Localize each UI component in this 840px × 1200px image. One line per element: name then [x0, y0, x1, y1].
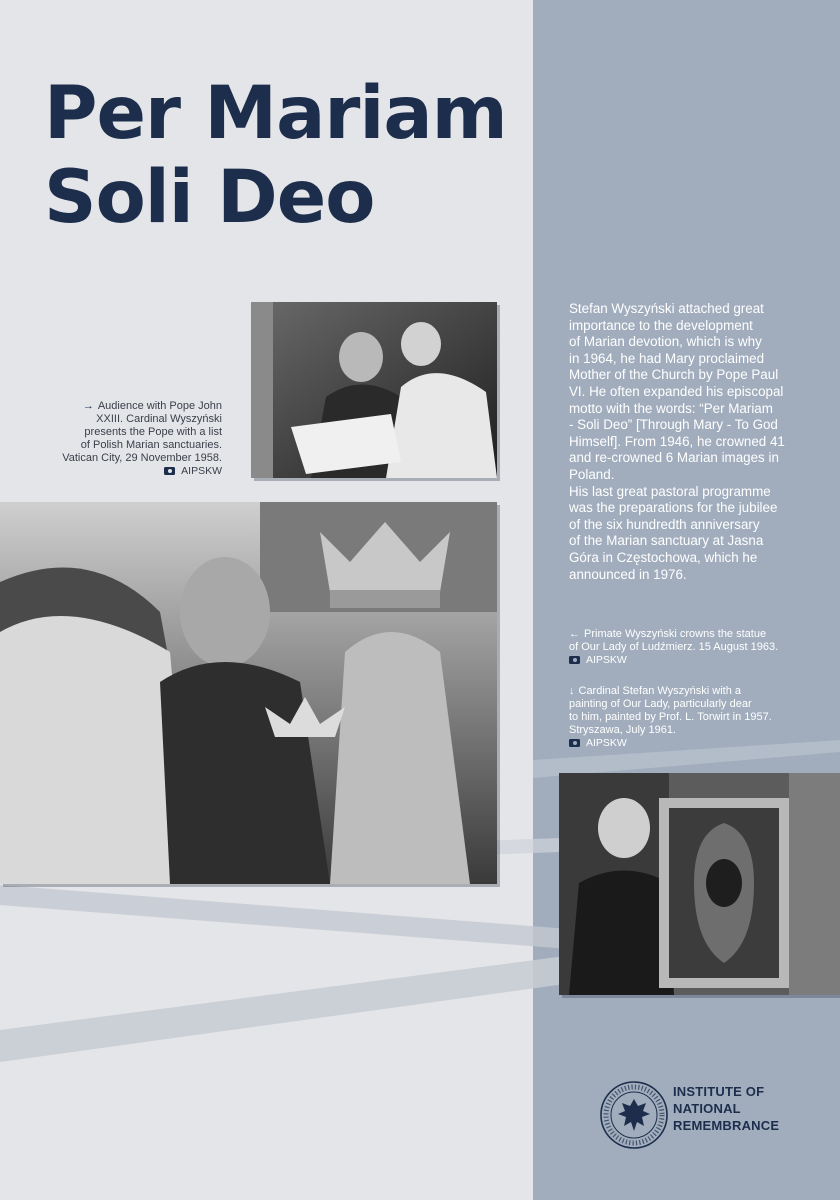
photo-audience-with-pope — [251, 302, 497, 478]
caption-crowning: ← Primate Wyszyński crowns the statue of Our Lady of Ludźmierz. 15 August 1963. AIPSKW — [569, 628, 779, 666]
arrow-left-icon: ← — [569, 628, 580, 640]
camera-icon — [569, 739, 580, 747]
body-text: Stefan Wyszyński attached great importance to the development of Marian devotion, which is why in 1964, he had Mary proclaimed Mother of the Church by Pope Paul VI. He often expanded his episcopal motto with the words: “Per Mariam - Soli Deo” [Through Mary - To God Himself]. From 1946, he crowned 41 and re-crowned 6 Marian images in Poland. His last great pastoral programme was the preparations for the jubilee of the six hundredth anniversary of the Marian sanctuary at Jasna Góra in Częstochowa, which he announced in 1976. — [569, 301, 785, 582]
institute-name: INSTITUTE OF NATIONAL REMEMBRANCE — [673, 1084, 780, 1133]
photo-crowning-statue — [0, 502, 497, 884]
arrow-down-icon: ↓ — [569, 685, 575, 697]
camera-icon — [164, 467, 175, 475]
caption-painting: ↓ Cardinal Stefan Wyszyński with a painting of Our Lady, particularly dear to him, painted by Prof. L. Torwirt in 1957. Stryszawa, July 1961. AIPSKW — [569, 685, 772, 749]
page-title — [44, 72, 507, 240]
arrow-right-icon: → — [82, 400, 94, 412]
caption-audience: → Audience with Pope John XXIII. Cardinal Wyszyński presents the Pope with a list of Polish Marian sanctuaries. Vatican City, 29 November 1958. AIPSKW — [62, 400, 222, 477]
camera-icon — [569, 656, 580, 664]
title-line-2: Soli Deo — [44, 155, 375, 240]
title-line-1: Per Mariam — [44, 71, 507, 156]
institute-seal-logo — [598, 1079, 670, 1151]
photo-cardinal-with-painting — [559, 773, 840, 995]
